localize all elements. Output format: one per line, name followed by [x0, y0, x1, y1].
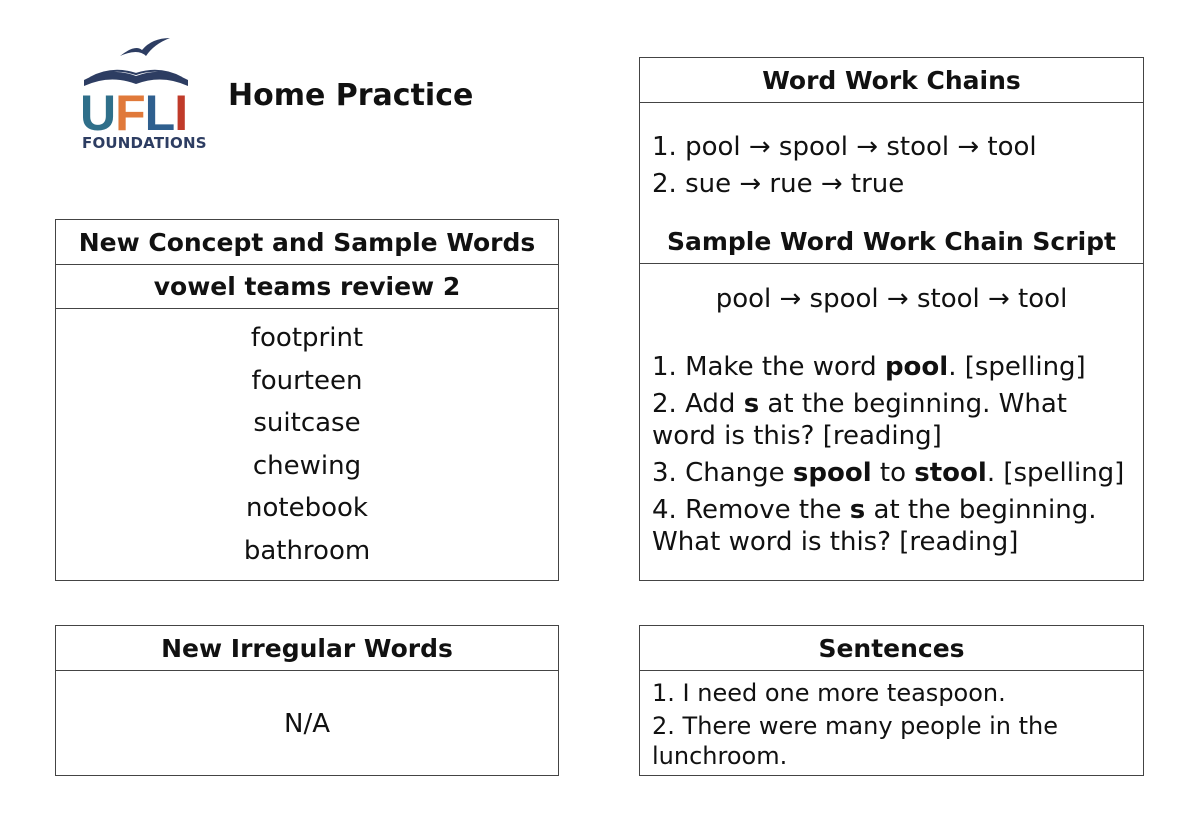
- sentences-box: [639, 625, 1144, 776]
- list-item: bathroom: [243, 535, 371, 566]
- bird-book-icon: [80, 36, 192, 92]
- sentence-2: 2. There were many people in the lunchroom.: [652, 712, 1059, 770]
- chain-line: 2. sue → rue → true: [652, 169, 905, 199]
- word-chains-box: [639, 57, 1144, 220]
- list-item: fourteen: [251, 365, 363, 396]
- script-step-4: 4. Remove the s at the beginning. What word is this? [reading]: [652, 495, 1097, 557]
- script-step-2: 2. Add s at the beginning. What word is this? [reading]: [652, 389, 1067, 451]
- logo-subtitle: FOUNDATIONS: [82, 134, 207, 152]
- concept-header: New Concept and Sample Words: [56, 220, 558, 265]
- script-step-1: 1. Make the word pool. [spelling]: [652, 352, 1086, 382]
- sample-words-list: [56, 309, 558, 572]
- sentence-1: 1. I need one more teaspoon.: [652, 679, 1006, 707]
- script-chain: pool → spool → stool → tool: [715, 284, 1068, 314]
- page-title: Home Practice: [228, 78, 474, 113]
- irregular-header: New Irregular Words: [56, 626, 558, 671]
- list-item: notebook: [246, 493, 368, 523]
- chains-header: Word Work Chains: [640, 58, 1143, 103]
- irregular-value: N/A: [284, 709, 330, 739]
- list-item: suitcase: [253, 408, 361, 438]
- chain-line: 1. pool → spool → stool → tool: [652, 132, 1037, 162]
- logo-wordmark: UFLI: [80, 85, 188, 141]
- chain-script-box: [639, 219, 1144, 581]
- script-step-3: 3. Change spool to stool. [spelling]: [652, 458, 1125, 488]
- concept-box: [55, 219, 559, 581]
- irregular-words-box: [55, 625, 559, 776]
- sentences-header: Sentences: [640, 626, 1143, 671]
- concept-subheader: vowel teams review 2: [56, 265, 558, 309]
- ufli-foundations-logo: [80, 36, 207, 156]
- script-header: Sample Word Work Chain Script: [640, 219, 1143, 264]
- list-item: chewing: [252, 450, 362, 481]
- list-item: footprint: [250, 323, 364, 353]
